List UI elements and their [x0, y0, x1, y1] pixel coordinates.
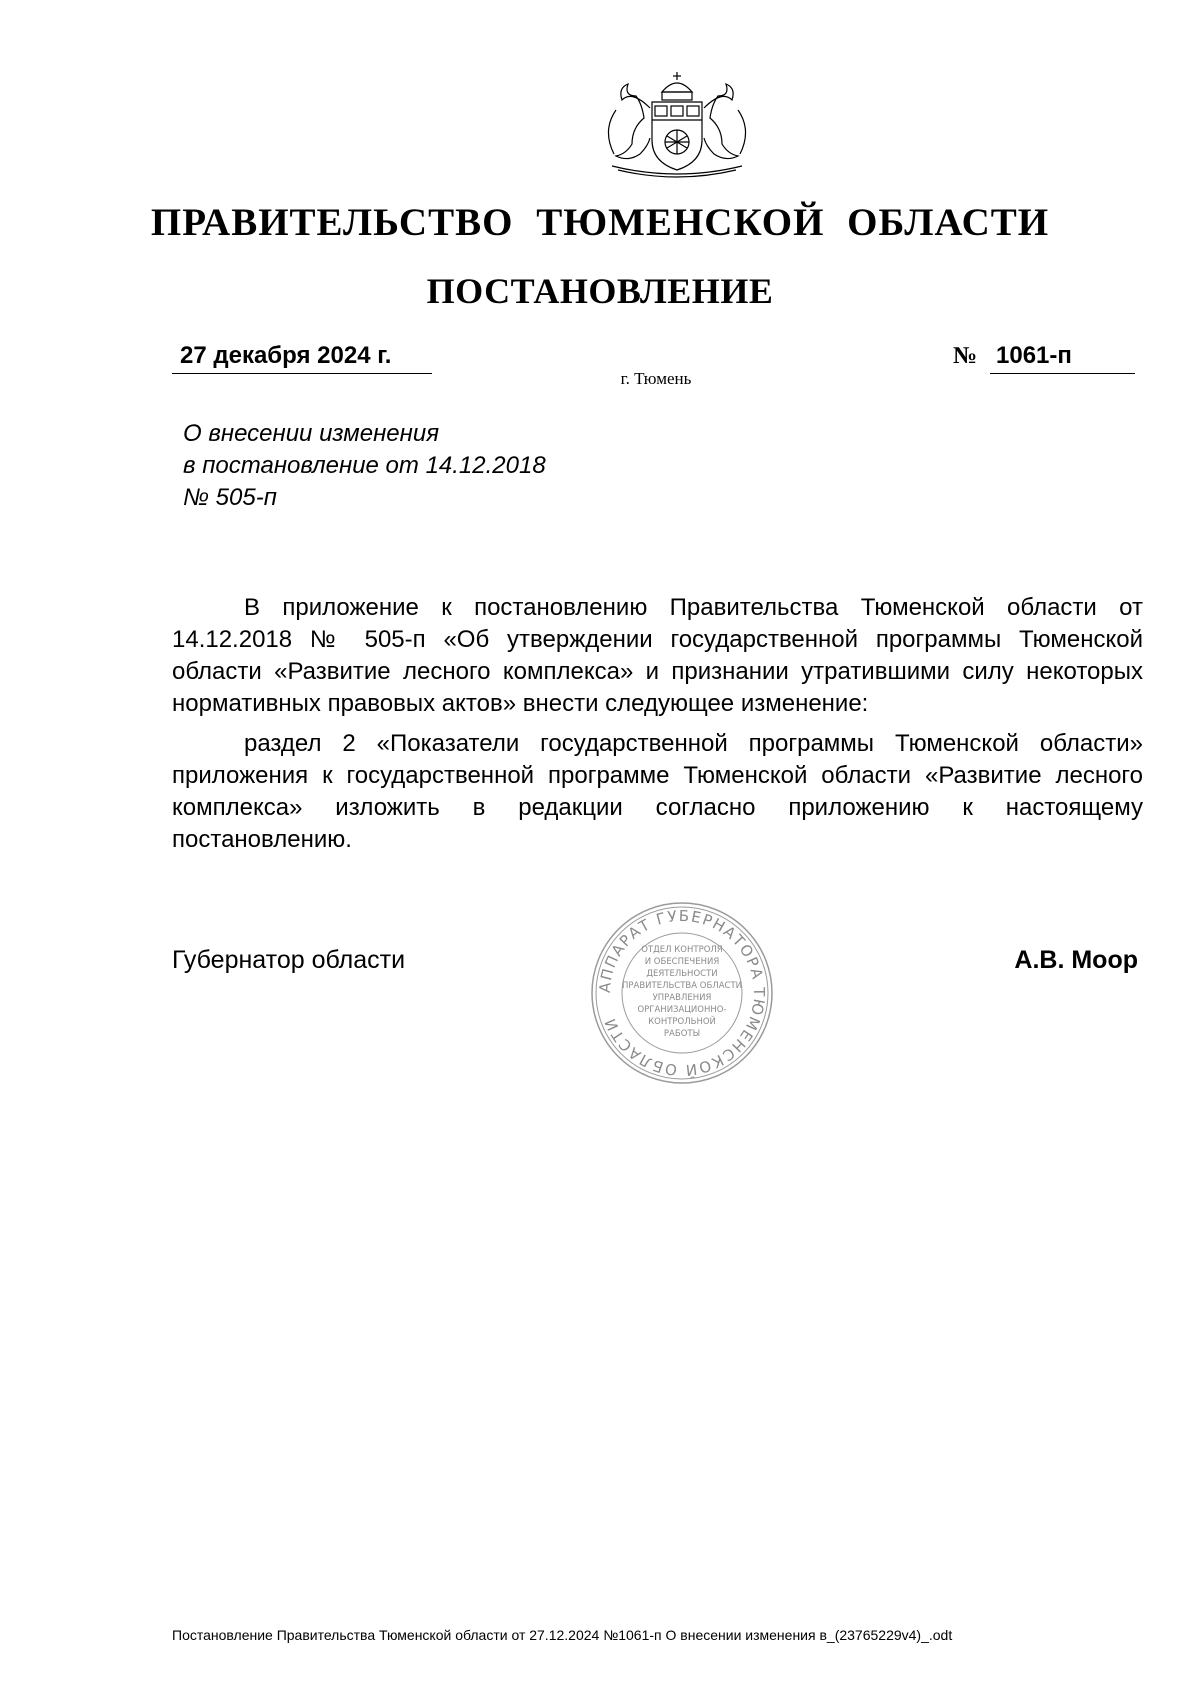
round-seal-stamp-icon [587, 898, 777, 1088]
subject-line: № 505-п [183, 484, 277, 511]
signatory-title: Губернатор области [172, 946, 406, 974]
footer-file-info: Постановление Правительства Тюменской области от 27.12.2024 №1061-п О внесении изменения в_(23765229v4)_.odt [172, 1627, 953, 1643]
document-date: 27 декабря 2024 г. [172, 340, 432, 374]
subject-line: в постановление от 14.12.2018 [183, 452, 546, 479]
body-paragraph: В приложение к постановлению Правительства Тюменской области от 14.12.2018 № 505-п «Об утверждении государственной программы Тюменской области «Развитие лесного комплекса» и признании утратившими силу некоторых нормативных правовых актов» внести следующее изменение: [172, 594, 1143, 717]
stamp-inner-line: КОНТРОЛЬНОЙ [648, 1017, 716, 1027]
government-name: ПРАВИТЕЛЬСТВО ТЮМЕНСКОЙ ОБЛАСТИ [150, 201, 1050, 244]
stamp-inner-line: УПРАВЛЕНИЯ [652, 993, 712, 1003]
stamp-inner-line: ОРГАНИЗАЦИОННО- [637, 1005, 727, 1015]
document-subject [183, 418, 683, 514]
stamp-inner-line: ПРАВИТЕЛЬСТВА ОБЛАСТИ [622, 981, 742, 991]
document-body [172, 592, 1143, 864]
stamp-inner-line: ДЕЯТЕЛЬНОСТИ [646, 969, 718, 979]
stamp-inner-line: И ОБЕСПЕЧЕНИЯ [644, 957, 720, 967]
document-type: ПОСТАНОВЛЕНИЕ [426, 271, 774, 311]
stamp-inner-line: РАБОТЫ [663, 1029, 701, 1039]
number-label: № [953, 343, 978, 369]
subject-line: О внесении изменения [183, 420, 440, 447]
body-paragraph: раздел 2 «Показатели государственной программы Тюменской области» приложения к государственной программе Тюменской области «Развитие лесного комплекса» изложить в редакции согласно приложению к настоящему постановлению. [172, 730, 1143, 853]
stamp-inner-line: ОТДЕЛ КОНТРОЛЯ [641, 945, 723, 955]
city-name: г. Тюмень [620, 369, 692, 388]
stamp-outer-text: АППАРАТ ГУБЕРНАТОРА ТЮМЕНСКОЙ ОБЛАСТИ [595, 906, 769, 1080]
document-number: 1061-п [990, 340, 1135, 374]
tyumen-oblast-coat-of-arms-icon [592, 70, 762, 180]
signatory-name: А.В. Моор [1014, 946, 1138, 974]
